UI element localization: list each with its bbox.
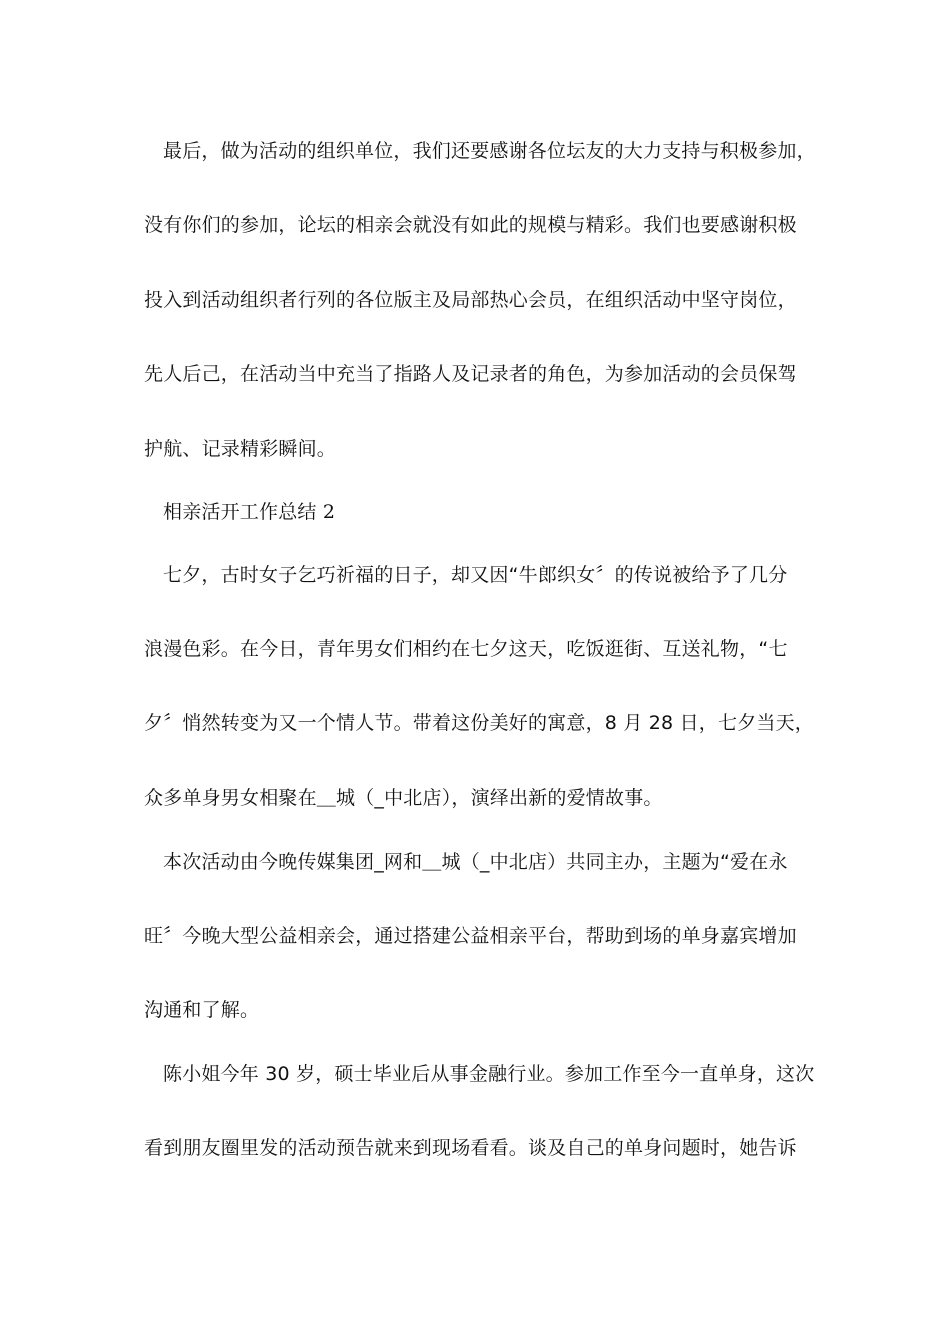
paragraph-line: 先人后己，在活动当中充当了指路人及记录者的角色，为参加活动的会员保驾 <box>144 363 797 385</box>
paragraph-line: 投入到活动组织者行列的各位版主及局部热心会员，在组织活动中坚守岗位， <box>144 289 797 311</box>
paragraph-line: 看到朋友圈里发的活动预告就来到现场看看。谈及自己的单身问题时，她告诉 <box>144 1137 797 1159</box>
paragraph-line: 最后，做为活动的组织单位，我们还要感谢各位坛友的大力支持与积极参加， <box>163 140 816 162</box>
paragraph-line: 陈小姐今年 30 岁，硕士毕业后从事金融行业。参加工作至今一直单身，这次 <box>163 1063 815 1085</box>
paragraph-line: 夕〞悄然转变为又一个情人节。带着这份美好的寓意，8 月 28 日，七夕当天， <box>144 712 814 734</box>
paragraph-line: 众多单身男女相聚在＿城（_中北店），演绎出新的爱情故事。 <box>144 787 663 809</box>
paragraph-line: 护航、记录精彩瞬间。 <box>144 438 337 460</box>
paragraph-line: 沟通和了解。 <box>144 999 260 1021</box>
section-heading: 相亲活开工作总结 2 <box>163 501 336 523</box>
paragraph-line: 旺〞今晚大型公益相亲会，通过搭建公益相亲平台，帮助到场的单身嘉宾增加 <box>144 925 797 947</box>
paragraph-line: 没有你们的参加，论坛的相亲会就没有如此的规模与精彩。我们也要感谢积极 <box>144 214 797 236</box>
paragraph-line: 七夕，古时女子乞巧祈福的日子，却又因“牛郎织女〞的传说被给予了几分 <box>163 564 788 586</box>
paragraph-line: 浪漫色彩。在今日，青年男女们相约在七夕这天，吃饭逛街、互送礼物，“七 <box>144 638 788 660</box>
paragraph-line: 本次活动由今晚传媒集团_网和＿城（_中北店）共同主办，主题为“爱在永 <box>163 851 788 873</box>
